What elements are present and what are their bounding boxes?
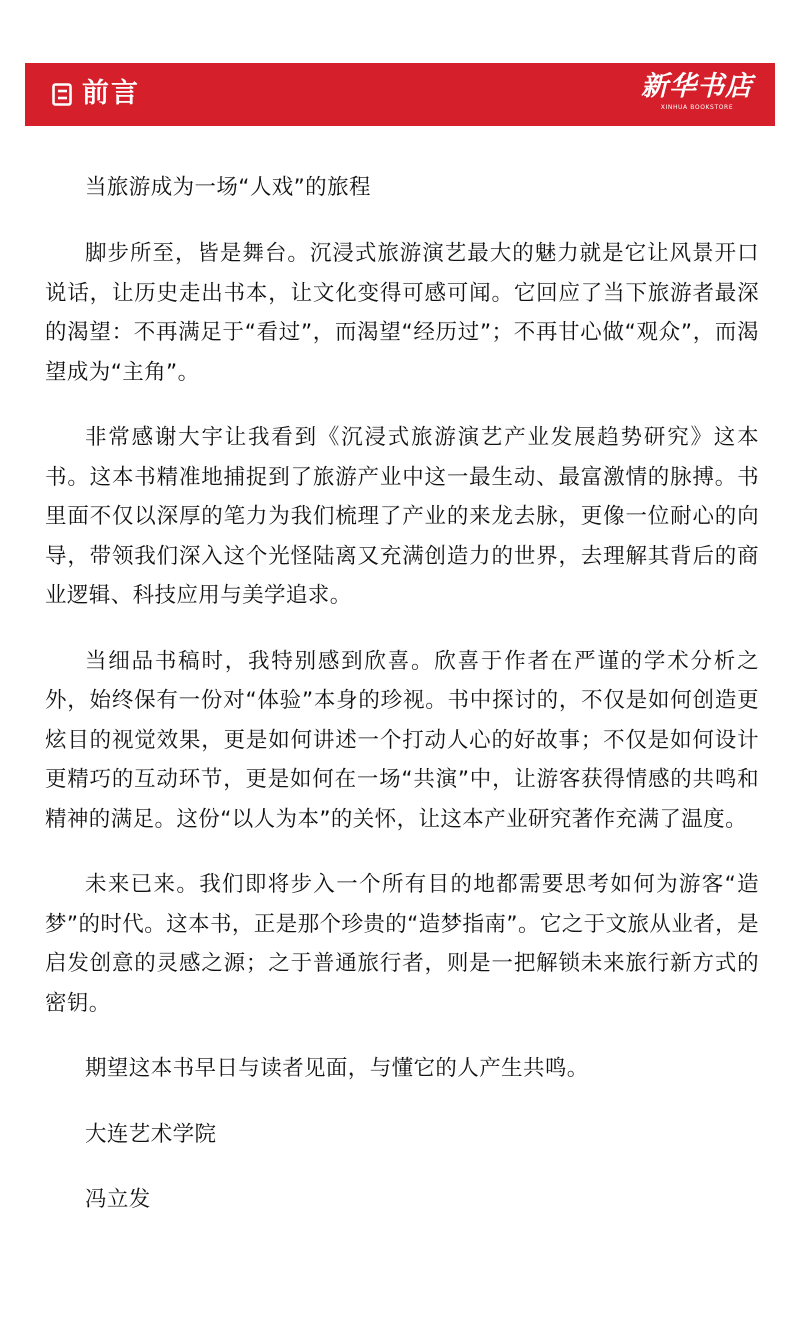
signature-institution: 大连艺术学院: [85, 1121, 217, 1147]
book-menu-icon: [52, 83, 72, 106]
logo-subtext: XINHUA BOOKSTORE: [660, 104, 734, 111]
paragraph-3: 当细品书稿时，我特别感到欣喜。欣喜于作者在严谨的学术分析之外，始终保有一份对“体验”本身的珍视。书中探讨的，不仅是如何创造更炫目的视觉效果，更是如何讲述一个打动人心的好故事；不仅是如何设计更精巧的互动环节，更是如何在一场“共演”中，让游客获得情感的共鸣和精神的满足。这份“以人为本”的关怀，让这本产业研究著作充满了温度。: [45, 648, 759, 832]
page-title: 前言: [82, 78, 140, 109]
xinhua-bookstore-logo: [641, 71, 753, 119]
article-title: 当旅游成为一场“人戏”的旅程: [85, 175, 371, 200]
paragraph-5: 期望这本书早日与读者见面，与懂它的人产生共鸣。: [85, 1056, 589, 1081]
paragraph-4: 未来已来。我们即将步入一个所有目的地都需要思考如何为游客“造梦”的时代。这本书，正是那个珍贵的“造梦指南”。它之于文旅从业者，是启发创意的灵感之源；之于普通旅行者，则是一把解锁未来旅行新方式的密钥。: [45, 872, 759, 1016]
paragraph-2: 非常感谢大宇让我看到《沉浸式旅游演艺产业发展趋势研究》这本书。这本书精准地捕捉到了旅游产业中这一最生动、最富激情的脉搏。书里面不仅以深厚的笔力为我们梳理了产业的来龙去脉，更像一位耐心的向导，带领我们深入这个光怪陆离又充满创造力的世界，去理解其背后的商业逻辑、科技应用与美学追求。: [45, 425, 759, 608]
header-bar: [25, 63, 775, 126]
logo-name: 新华书店: [641, 71, 753, 102]
paragraph-1: 脚步所至，皆是舞台。沉浸式旅游演艺最大的魅力就是它让风景开口说话，让历史走出书本，让文化变得可感可闻。它回应了当下旅游者最深的渴望：不再满足于“看过”，而渴望“经历过”；不再甘心做“观众”，而渴望成为“主角”。: [45, 241, 759, 385]
signature-author: 冯立发: [85, 1187, 151, 1212]
article-body: [45, 168, 759, 1220]
